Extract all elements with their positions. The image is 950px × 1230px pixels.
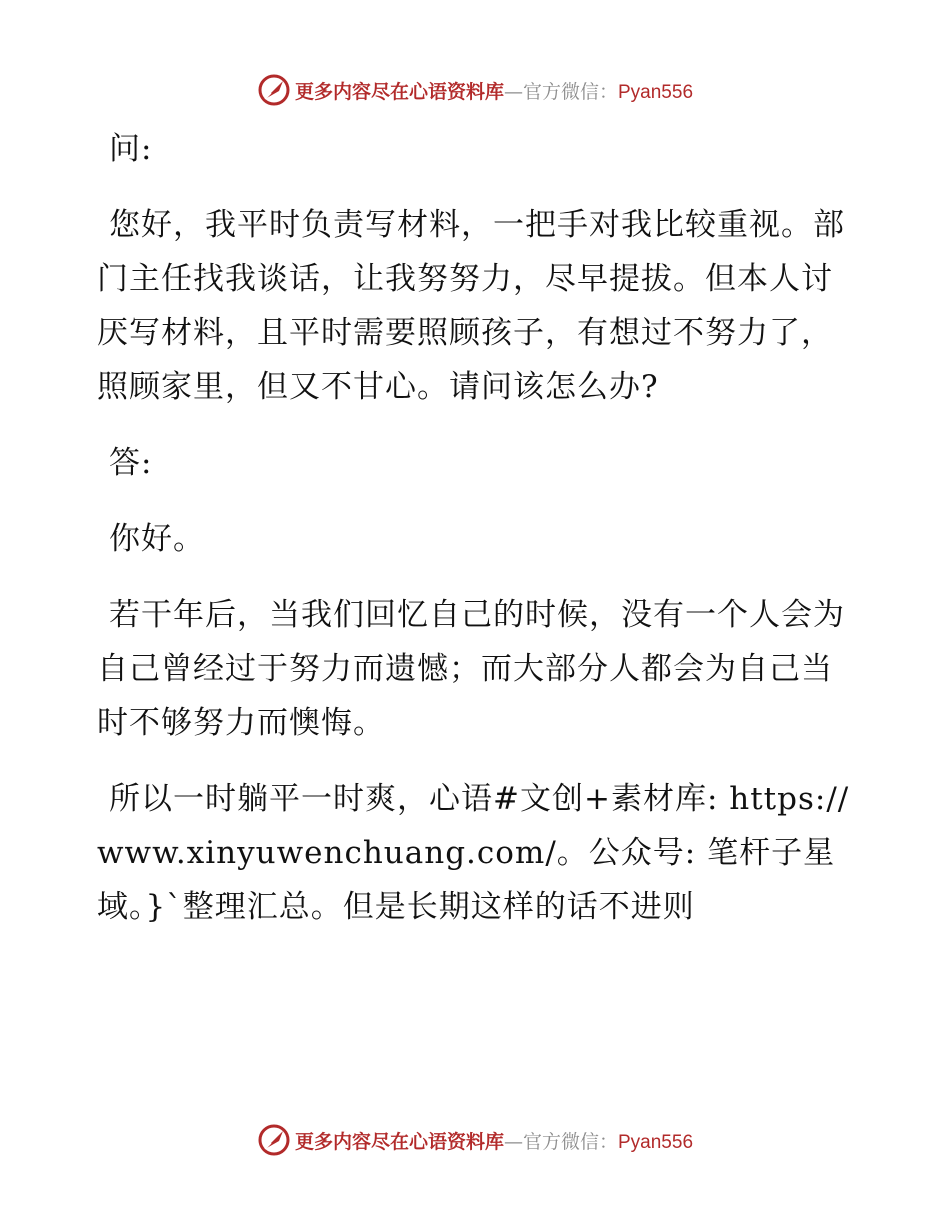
quill-logo-icon — [257, 1123, 291, 1157]
question-text: 您好，我平时负责写材料，一把手对我比较重视。部门主任找我谈话，让我努努力，尽早提拔。但本人讨厌写材料，且平时需要照顾孩子，有想过不努力了，照顾家里，但又不甘心。请问该怎么办? — [97, 207, 845, 405]
question-label: 问: — [109, 131, 153, 167]
banner-site: 更多内容尽在心语资料库 — [294, 1130, 504, 1153]
quill-logo-icon — [257, 73, 291, 107]
document-body — [97, 122, 857, 956]
banner-site: 更多内容尽在心语资料库 — [294, 80, 504, 103]
banner-dash: — — [503, 80, 523, 103]
banner-wechat-label: 官方微信： — [522, 1130, 618, 1153]
answer-greeting: 你好。 — [109, 521, 205, 557]
banner-wechat-id: Pyan556 — [618, 1131, 694, 1153]
answer-paragraph-2: 所以一时躺平一时爽，心语#文创+素材库: https://www.xinyuwenchuang.com/。公众号: 笔杆子星域。}`整理汇总。但是长期这样的话不进则 — [97, 781, 850, 925]
answer-paragraph-1: 若干年后，当我们回忆自己的时候，没有一个人会为自己曾经过于努力而遗憾；而大部分人都会为自己当时不够努力而懊悔。 — [97, 597, 845, 741]
banner-text — [295, 1127, 693, 1154]
answer-label: 答: — [109, 445, 153, 481]
banner-wechat-label: 官方微信： — [522, 80, 618, 103]
banner-text — [295, 77, 693, 104]
banner-wechat-id: Pyan556 — [618, 81, 694, 103]
banner-dash: — — [503, 1130, 523, 1153]
header-banner — [0, 70, 950, 110]
footer-banner — [0, 1120, 950, 1160]
